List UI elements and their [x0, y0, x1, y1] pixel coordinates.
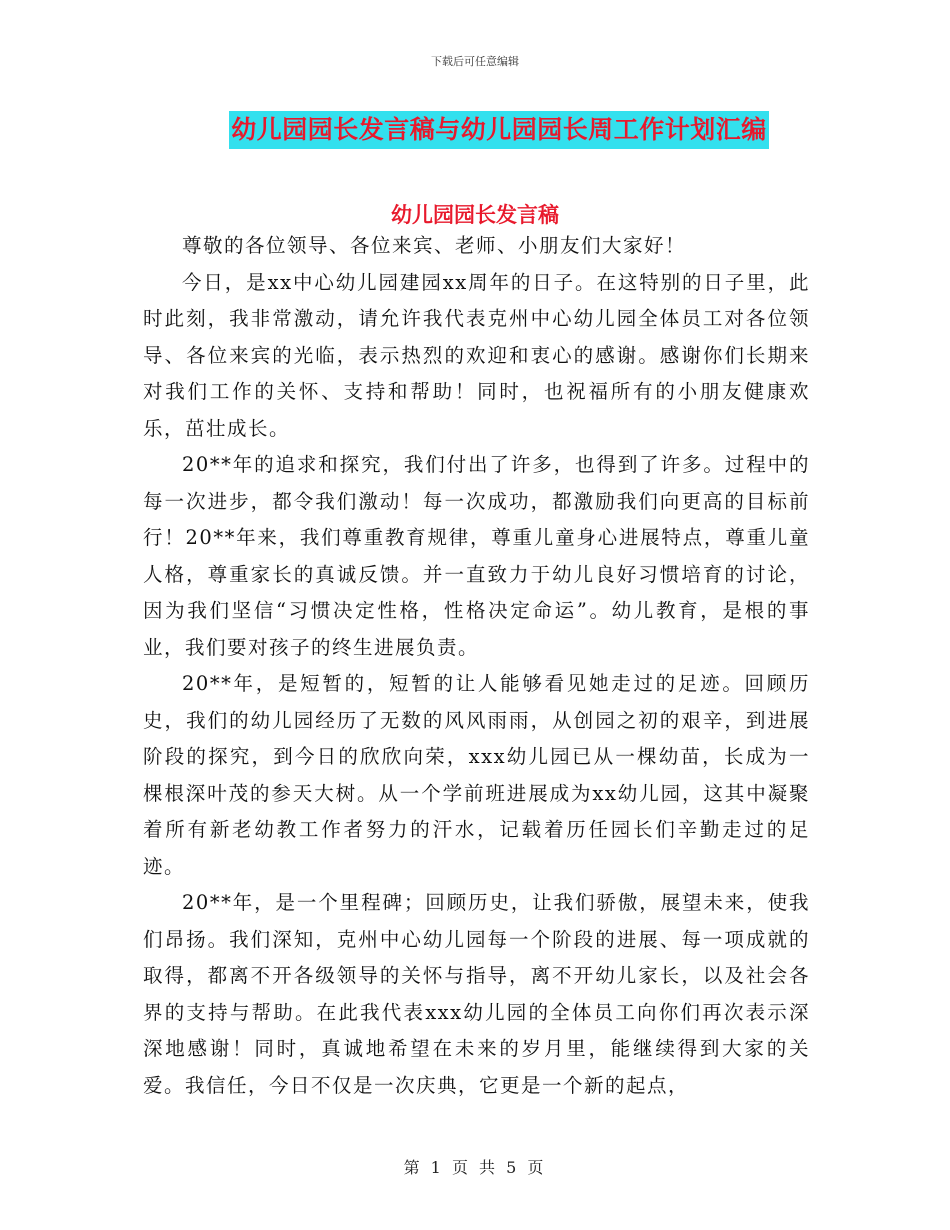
section-title: 幼儿园园长发言稿: [391, 202, 559, 227]
paragraph: 20**年，是一个里程碑；回顾历史，让我们骄傲，展望未来，使我们昂扬。我们深知，克州中心幼儿园每一个阶段的进展、每一项成就的取得，都离不开各级领导的关怀与指导，离不开幼儿家长，以及社会各界的支持与帮助。在此我代表xxx幼儿园的全体员工向你们再次表示深深地感谢！同时，真诚地希望在未来的岁月里，能继续得到大家的关爱。我信任，今日不仅是一次庆典，它更是一个新的起点，: [143, 891, 810, 1097]
paragraph: 20**年的追求和探究，我们付出了许多，也得到了许多。过程中的每一次进步，都令我们激动！每一次成功，都激励我们向更高的目标前行！20**年来，我们尊重教育规律，尊重儿童身心进展特点，尊重儿童人格，尊重家长的真诚反馈。并一直致力于幼儿良好习惯培育的讨论，因为我们坚信“习惯决定性格，性格决定命运”。幼儿教育，是根的事业，我们要对孩子的终生进展负责。: [143, 453, 810, 659]
document-title: 幼儿园园长发言稿与幼儿园园长周工作计划汇编: [229, 111, 769, 149]
page-footer: 第 1 页 共 5 页: [403, 1158, 547, 1177]
paragraph: 今日，是xx中心幼儿园建园xx周年的日子。在这特别的日子里，此时此刻，我非常激动，请允许我代表克州中心幼儿园全体员工对各位领导、各位来宾的光临，表示热烈的欢迎和衷心的感谢。感谢你们长期来对我们工作的关怀、支持和帮助！同时，也祝福所有的小朋友健康欢乐，茁壮成长。: [143, 270, 810, 440]
header-note: 下载后可任意编辑: [431, 55, 519, 68]
paragraph: 尊敬的各位领导、各位来宾、老师、小朋友们大家好！: [182, 234, 687, 257]
speech-body: [143, 228, 810, 1104]
document-title-container: [0, 111, 950, 149]
paragraph: 20**年，是短暂的，短暂的让人能够看见她走过的足迹。回顾历史，我们的幼儿园经历了无数的风风雨雨，从创园之初的艰辛，到进展阶段的探究，到今日的欣欣向荣，xxx幼儿园已从一棵幼苗，长成为一棵根深叶茂的参天大树。从一个学前班进展成为xx幼儿园，这其中凝聚着所有新老幼教工作者努力的汗水，记载着历任园长们辛勤走过的足迹。: [143, 672, 810, 878]
